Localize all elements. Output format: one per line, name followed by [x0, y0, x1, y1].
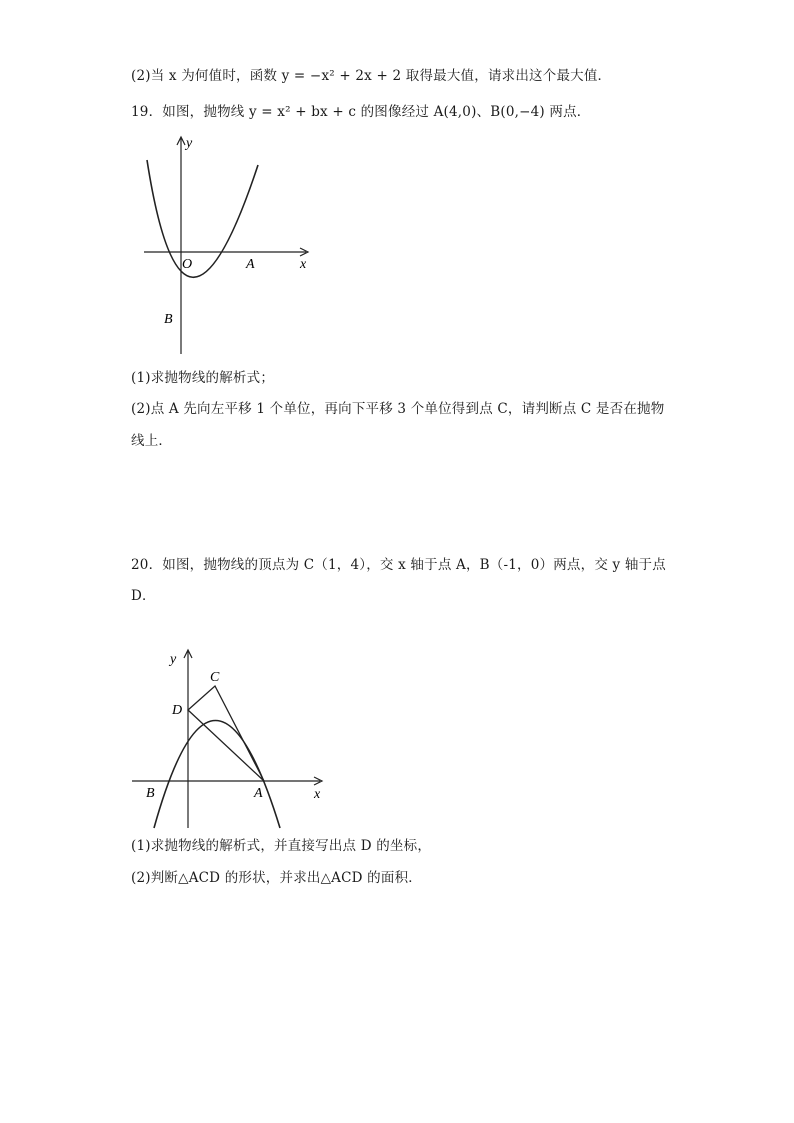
q19-label-x: x — [300, 257, 307, 272]
q19-stem: 19．如图，抛物线 y = x² + bx + c 的图像经过 A(4,0)、B(0,−4) 两点． — [131, 104, 591, 120]
q19-figure — [140, 132, 320, 357]
q20-figure — [130, 645, 330, 830]
q20-label-x: x — [314, 787, 321, 802]
q20-label-B: B — [146, 786, 155, 801]
q20-part2: (2)判断△ACD 的形状，并求出△ACD 的面积． — [131, 870, 422, 886]
q19-part2-line1: (2)点 A 先向左平移 1 个单位，再向下平移 3 个单位得到点 C，请判断点 C 是否在抛物 — [131, 401, 665, 417]
q19-label-y: y — [186, 136, 193, 151]
q19-label-O: O — [182, 257, 193, 272]
q18-part2: (2)当 x 为何值时，函数 y = −x² + 2x + 2 取得最大值，请求出这个最大值． — [131, 68, 612, 84]
q20-stem-line2: D． — [131, 588, 156, 604]
q19-part2-line2: 线上． — [131, 433, 173, 449]
q20-label-D: D — [172, 703, 183, 718]
q19-label-A: A — [246, 257, 255, 272]
q20-label-A: A — [254, 786, 263, 801]
q19-part1: (1)求抛物线的解析式； — [131, 370, 275, 386]
q19-parabola — [147, 160, 258, 277]
q20-triangle-ACD — [188, 686, 264, 781]
q20-label-C: C — [210, 670, 220, 685]
q20-part1: (1)求抛物线的解析式，并直接写出点 D 的坐标， — [131, 838, 432, 854]
q20-label-y: y — [170, 652, 177, 667]
q19-label-B: B — [164, 312, 173, 327]
q20-stem-line1: 20．如图，抛物线的顶点为 C（1，4），交 x 轴于点 A，B（-1，0）两点，交 y 轴于点 — [131, 557, 666, 573]
